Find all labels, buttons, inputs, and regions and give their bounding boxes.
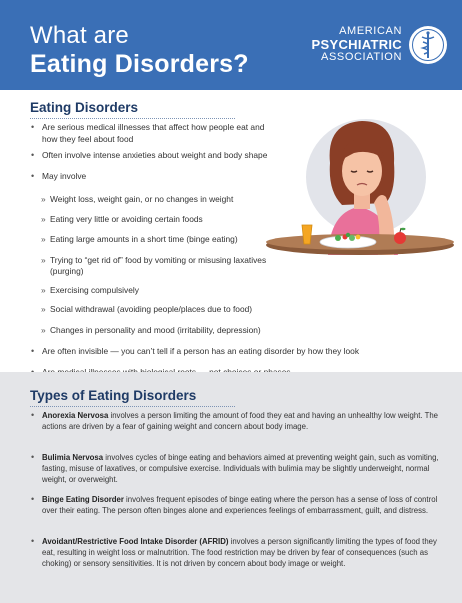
type-description: involves a person significantly limiting the types of food they eat, resulting in weight loss or malnutrition. The food restriction may be driven by fear of consequences (such as choking) or sensory sensitivities. It is not driven by concern about body image or weight. xyxy=(42,537,437,568)
type-name: Bulimia Nervosa xyxy=(42,453,104,462)
types-list xyxy=(30,536,440,569)
types-list xyxy=(30,410,440,432)
logo-line2: PSYCHIATRIC xyxy=(311,37,402,52)
list-item: » Eating large amounts in a short time (binge eating) xyxy=(30,234,270,246)
list-item xyxy=(30,536,440,569)
types-list xyxy=(30,494,440,516)
logo-line1: AMERICAN xyxy=(339,25,402,37)
list-item xyxy=(30,494,440,516)
list-item: » Exercising compulsively xyxy=(30,285,270,297)
type-name: Binge Eating Disorder xyxy=(42,495,124,504)
logo-line3: ASSOCIATION xyxy=(321,51,402,63)
types-list xyxy=(30,452,440,485)
list-item: » Eating very little or avoiding certain foods xyxy=(30,214,270,226)
list-item xyxy=(30,452,440,485)
type-description: involves frequent episodes of binge eating where the person has a sense of loss of control over their eating. The person often binges alone and experiences feelings of embarrassment, guilt, and distress. xyxy=(42,495,438,515)
list-item: » Social withdrawal (avoiding people/places due to food) xyxy=(30,304,270,316)
list-item: • Are often invisible — you can’t tell if a person has an eating disorder by how they look xyxy=(30,346,450,358)
section-divider xyxy=(30,406,235,407)
list-item: • Often involve intense anxieties about weight and body shape xyxy=(30,150,270,162)
page-title-line1: What are xyxy=(30,22,129,49)
list-item: » Weight loss, weight gain, or no changes in weight xyxy=(30,194,270,206)
type-name: Anorexia Nervosa xyxy=(42,411,109,420)
sad-woman-at-table-icon xyxy=(258,105,458,265)
list-item: • May involve xyxy=(30,171,270,183)
list-item: » Trying to “get rid of” food by vomiting or misusing laxatives (purging) xyxy=(30,255,270,278)
page-title-line2: Eating Disorders? xyxy=(30,50,249,78)
list-item: » Changes in personality and mood (irritability, depression) xyxy=(30,325,270,337)
list-item xyxy=(30,410,440,432)
section-divider xyxy=(30,118,235,119)
apa-logo-text xyxy=(312,25,402,64)
section-title-types: Types of Eating Disorders xyxy=(30,388,197,403)
eating-disorders-bullet-list xyxy=(30,122,360,378)
section-title-eating-disorders: Eating Disorders xyxy=(30,100,139,115)
header-banner xyxy=(0,0,462,90)
list-item: • Are serious medical illnesses that affect how people eat and how they feel about food xyxy=(30,122,270,145)
caduceus-seal-icon xyxy=(408,25,448,65)
type-name: Avoidant/Restrictive Food Intake Disorder (AFRID) xyxy=(42,537,229,546)
type-description: involves a person limiting the amount of food they eat and having an unhealthy low weight. The actions are driven by a fear of gaining weight and concern about body image. xyxy=(42,411,439,431)
type-description: involves cycles of binge eating and behaviors aimed at preventing weight gain, such as vomiting, fasting, misuse of laxatives, or compulsive exercise. Individuals with bulimia may be slightly underweight, normal weight, or overweight. xyxy=(42,453,439,484)
